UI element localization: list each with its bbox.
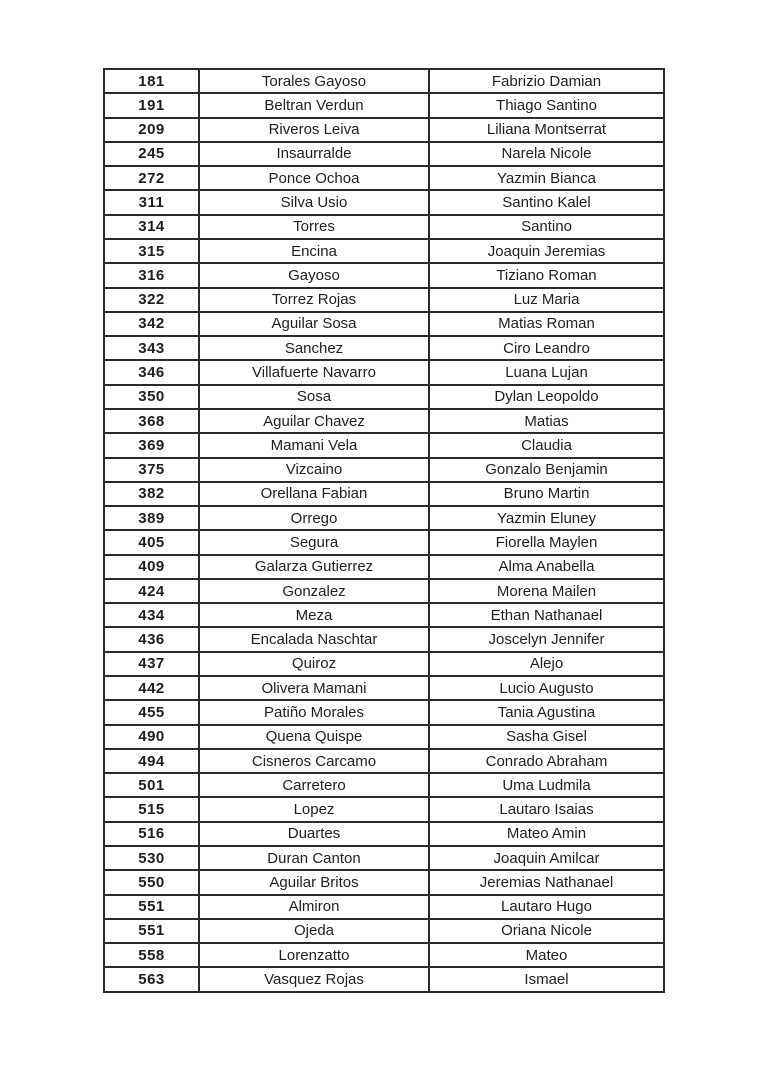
cell-last-name: Lorenzatto bbox=[199, 943, 429, 967]
cell-number: 530 bbox=[104, 846, 199, 870]
cell-last-name: Patiño Morales bbox=[199, 700, 429, 724]
cell-first-name: Yazmin Eluney bbox=[429, 506, 664, 530]
cell-first-name: Narela Nicole bbox=[429, 142, 664, 166]
table-row bbox=[104, 603, 664, 627]
cell-first-name: Yazmin Bianca bbox=[429, 166, 664, 190]
table-row bbox=[104, 385, 664, 409]
cell-first-name: Morena Mailen bbox=[429, 579, 664, 603]
table-row bbox=[104, 166, 664, 190]
cell-number: 455 bbox=[104, 700, 199, 724]
cell-number: 490 bbox=[104, 725, 199, 749]
table-row bbox=[104, 846, 664, 870]
table-row bbox=[104, 725, 664, 749]
cell-number: 272 bbox=[104, 166, 199, 190]
cell-first-name: Santino Kalel bbox=[429, 190, 664, 214]
cell-number: 346 bbox=[104, 360, 199, 384]
cell-first-name: Thiago Santino bbox=[429, 93, 664, 117]
cell-first-name: Ethan Nathanael bbox=[429, 603, 664, 627]
cell-last-name: Silva Usio bbox=[199, 190, 429, 214]
cell-number: 314 bbox=[104, 215, 199, 239]
cell-first-name: Luana Lujan bbox=[429, 360, 664, 384]
table-row bbox=[104, 190, 664, 214]
table-row bbox=[104, 69, 664, 93]
cell-number: 209 bbox=[104, 118, 199, 142]
table-row bbox=[104, 530, 664, 554]
cell-last-name: Orellana Fabian bbox=[199, 482, 429, 506]
cell-first-name: Conrado Abraham bbox=[429, 749, 664, 773]
cell-last-name: Quena Quispe bbox=[199, 725, 429, 749]
cell-first-name: Lucio Augusto bbox=[429, 676, 664, 700]
cell-number: 322 bbox=[104, 288, 199, 312]
cell-number: 315 bbox=[104, 239, 199, 263]
cell-number: 369 bbox=[104, 433, 199, 457]
cell-last-name: Duran Canton bbox=[199, 846, 429, 870]
cell-last-name: Sanchez bbox=[199, 336, 429, 360]
cell-last-name: Villafuerte Navarro bbox=[199, 360, 429, 384]
cell-number: 424 bbox=[104, 579, 199, 603]
cell-number: 191 bbox=[104, 93, 199, 117]
cell-first-name: Jeremias Nathanael bbox=[429, 870, 664, 894]
cell-number: 516 bbox=[104, 822, 199, 846]
table-row bbox=[104, 895, 664, 919]
table-row bbox=[104, 749, 664, 773]
table-row bbox=[104, 239, 664, 263]
cell-last-name: Torrez Rojas bbox=[199, 288, 429, 312]
cell-first-name: Matias Roman bbox=[429, 312, 664, 336]
cell-number: 343 bbox=[104, 336, 199, 360]
table-row bbox=[104, 360, 664, 384]
cell-first-name: Joaquin Jeremias bbox=[429, 239, 664, 263]
cell-last-name: Torres bbox=[199, 215, 429, 239]
cell-first-name: Claudia bbox=[429, 433, 664, 457]
cell-number: 437 bbox=[104, 652, 199, 676]
cell-first-name: Luz Maria bbox=[429, 288, 664, 312]
cell-number: 368 bbox=[104, 409, 199, 433]
cell-last-name: Galarza Gutierrez bbox=[199, 555, 429, 579]
table-row bbox=[104, 506, 664, 530]
table-row bbox=[104, 409, 664, 433]
cell-last-name: Carretero bbox=[199, 773, 429, 797]
cell-last-name: Encalada Naschtar bbox=[199, 627, 429, 651]
cell-last-name: Encina bbox=[199, 239, 429, 263]
table-row bbox=[104, 797, 664, 821]
cell-number: 501 bbox=[104, 773, 199, 797]
cell-last-name: Meza bbox=[199, 603, 429, 627]
table-row bbox=[104, 967, 664, 992]
cell-number: 563 bbox=[104, 967, 199, 992]
cell-number: 389 bbox=[104, 506, 199, 530]
cell-first-name: Fiorella Maylen bbox=[429, 530, 664, 554]
cell-last-name: Olivera Mamani bbox=[199, 676, 429, 700]
table-row bbox=[104, 215, 664, 239]
table-row bbox=[104, 700, 664, 724]
cell-number: 316 bbox=[104, 263, 199, 287]
cell-last-name: Quiroz bbox=[199, 652, 429, 676]
cell-number: 245 bbox=[104, 142, 199, 166]
cell-first-name: Santino bbox=[429, 215, 664, 239]
cell-number: 181 bbox=[104, 69, 199, 93]
table-row bbox=[104, 93, 664, 117]
cell-last-name: Vasquez Rojas bbox=[199, 967, 429, 992]
cell-number: 342 bbox=[104, 312, 199, 336]
table-row bbox=[104, 142, 664, 166]
cell-first-name: Joaquin Amilcar bbox=[429, 846, 664, 870]
cell-last-name: Duartes bbox=[199, 822, 429, 846]
cell-first-name: Bruno Martin bbox=[429, 482, 664, 506]
cell-number: 558 bbox=[104, 943, 199, 967]
cell-last-name: Aguilar Chavez bbox=[199, 409, 429, 433]
cell-last-name: Gayoso bbox=[199, 263, 429, 287]
table-row bbox=[104, 482, 664, 506]
cell-number: 382 bbox=[104, 482, 199, 506]
cell-last-name: Almiron bbox=[199, 895, 429, 919]
cell-first-name: Liliana Montserrat bbox=[429, 118, 664, 142]
cell-last-name: Mamani Vela bbox=[199, 433, 429, 457]
table-row bbox=[104, 652, 664, 676]
cell-first-name: Alejo bbox=[429, 652, 664, 676]
cell-first-name: Alma Anabella bbox=[429, 555, 664, 579]
cell-first-name: Tiziano Roman bbox=[429, 263, 664, 287]
cell-number: 550 bbox=[104, 870, 199, 894]
table-row bbox=[104, 919, 664, 943]
cell-number: 515 bbox=[104, 797, 199, 821]
cell-first-name: Ciro Leandro bbox=[429, 336, 664, 360]
table-row bbox=[104, 676, 664, 700]
table-row bbox=[104, 263, 664, 287]
cell-first-name: Dylan Leopoldo bbox=[429, 385, 664, 409]
table-row bbox=[104, 288, 664, 312]
cell-first-name: Uma Ludmila bbox=[429, 773, 664, 797]
cell-first-name: Lautaro Isaias bbox=[429, 797, 664, 821]
table-row bbox=[104, 773, 664, 797]
table-row bbox=[104, 433, 664, 457]
cell-first-name: Mateo bbox=[429, 943, 664, 967]
cell-number: 350 bbox=[104, 385, 199, 409]
cell-last-name: Cisneros Carcamo bbox=[199, 749, 429, 773]
table-row bbox=[104, 870, 664, 894]
table-row bbox=[104, 336, 664, 360]
cell-last-name: Vizcaino bbox=[199, 458, 429, 482]
cell-last-name: Segura bbox=[199, 530, 429, 554]
cell-number: 434 bbox=[104, 603, 199, 627]
table-row bbox=[104, 458, 664, 482]
table-row bbox=[104, 118, 664, 142]
cell-number: 551 bbox=[104, 895, 199, 919]
cell-last-name: Ponce Ochoa bbox=[199, 166, 429, 190]
cell-last-name: Torales Gayoso bbox=[199, 69, 429, 93]
cell-first-name: Gonzalo Benjamin bbox=[429, 458, 664, 482]
cell-last-name: Orrego bbox=[199, 506, 429, 530]
cell-number: 405 bbox=[104, 530, 199, 554]
cell-last-name: Gonzalez bbox=[199, 579, 429, 603]
cell-number: 494 bbox=[104, 749, 199, 773]
cell-last-name: Aguilar Sosa bbox=[199, 312, 429, 336]
cell-first-name: Lautaro Hugo bbox=[429, 895, 664, 919]
cell-last-name: Ojeda bbox=[199, 919, 429, 943]
cell-number: 375 bbox=[104, 458, 199, 482]
table-row bbox=[104, 312, 664, 336]
cell-number: 442 bbox=[104, 676, 199, 700]
cell-last-name: Insaurralde bbox=[199, 142, 429, 166]
cell-number: 551 bbox=[104, 919, 199, 943]
table-row bbox=[104, 943, 664, 967]
cell-number: 311 bbox=[104, 190, 199, 214]
roster-table bbox=[103, 68, 665, 993]
cell-first-name: Oriana Nicole bbox=[429, 919, 664, 943]
cell-first-name: Tania Agustina bbox=[429, 700, 664, 724]
table-row bbox=[104, 555, 664, 579]
cell-number: 436 bbox=[104, 627, 199, 651]
cell-first-name: Mateo Amin bbox=[429, 822, 664, 846]
cell-last-name: Lopez bbox=[199, 797, 429, 821]
cell-first-name: Joscelyn Jennifer bbox=[429, 627, 664, 651]
table-row bbox=[104, 579, 664, 603]
cell-first-name: Fabrizio Damian bbox=[429, 69, 664, 93]
cell-first-name: Matias bbox=[429, 409, 664, 433]
roster-table-body bbox=[104, 69, 664, 992]
table-row bbox=[104, 627, 664, 651]
cell-last-name: Riveros Leiva bbox=[199, 118, 429, 142]
cell-first-name: Ismael bbox=[429, 967, 664, 992]
cell-number: 409 bbox=[104, 555, 199, 579]
cell-last-name: Beltran Verdun bbox=[199, 93, 429, 117]
cell-last-name: Sosa bbox=[199, 385, 429, 409]
table-row bbox=[104, 822, 664, 846]
cell-last-name: Aguilar Britos bbox=[199, 870, 429, 894]
cell-first-name: Sasha Gisel bbox=[429, 725, 664, 749]
